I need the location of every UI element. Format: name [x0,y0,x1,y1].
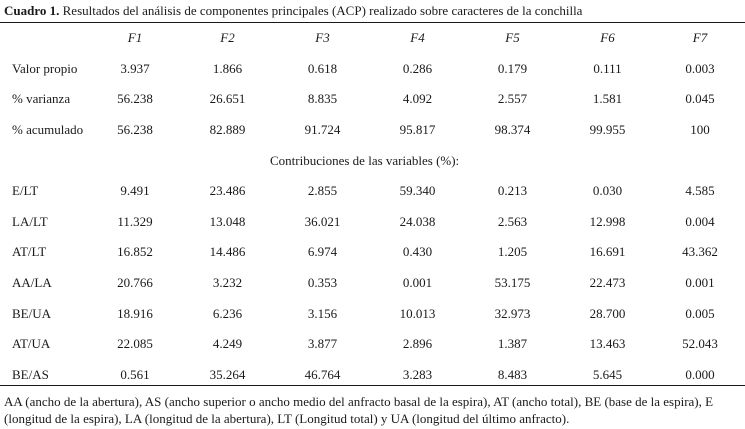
table-cell: 3.283 [402,366,433,382]
table-cell: 0.213 [497,183,528,199]
table-cell: 11.329 [117,213,153,229]
table-cell: 2.557 [497,91,528,107]
table-cell: 3.937 [120,60,150,76]
table-cell: 0.618 [307,60,338,76]
table-cell: 1.581 [592,91,623,107]
table-row [0,54,745,85]
row-label: AT/UA [12,336,51,352]
table-cell: 36.021 [304,213,341,229]
table-cell: 99.955 [589,122,626,138]
table-row [0,268,745,299]
table-cell: 0.286 [402,60,433,76]
table-cell: 0.561 [120,366,150,382]
table-cell: 10.013 [399,305,436,321]
table-cell: 100 [690,122,710,138]
table-cell: 28.700 [589,305,626,321]
table-cell: 32.973 [494,305,531,321]
row-label: BE/UA [12,305,51,321]
contribution-rows [0,176,745,390]
table-cell: 3.232 [212,275,243,291]
table-cell: 1.866 [212,60,243,76]
header-cell: F4 [410,30,425,46]
row-label: AA/LA [12,275,52,291]
table-row [0,237,745,268]
table-cell: 0.030 [592,183,623,199]
row-label: LA/LT [12,213,48,229]
table-cell: 1.205 [497,244,528,260]
header-cell [0,23,90,54]
table-cell: 5.645 [592,366,623,382]
table-cell: 0.003 [685,60,715,76]
table-cell: 0.001 [685,275,715,291]
row-label: Valor propio [12,60,78,76]
table-cell: 0.000 [685,366,715,382]
table-cell: 0.004 [685,213,715,229]
table-caption [4,2,582,20]
header-cell: F5 [505,30,520,46]
pca-results-table [0,23,745,390]
table-cell: 0.005 [685,305,715,321]
table-row [0,84,745,115]
header-cell: F2 [220,30,235,46]
table-cell: 0.430 [402,244,433,260]
summary-rows [0,54,745,146]
table-cell: 23.486 [209,183,246,199]
table-cell: 20.766 [117,275,153,291]
table-footnote: AA (ancho de la abertura), AS (ancho superior o ancho medio del anfracto basal de la espira), AT (ancho total), BE (base de la espira), E (longitud de la espira), LA (longitud de la abertura), LT (Longitud total) y UA (longitud del último anfracto). [4,394,714,426]
table-cell: 2.563 [497,213,528,229]
table-cell: 26.651 [209,91,246,107]
table-cell: 3.156 [307,305,338,321]
header-cell: F7 [692,30,708,46]
header-row [0,23,745,54]
table-cell: 95.817 [399,122,436,138]
caption-text: Resultados del análisis de componentes principales (ACP) realizado sobre caracteres de la conchilla [59,3,583,18]
table-cell: 8.835 [307,91,338,107]
table-cell: 22.085 [117,336,153,352]
table-cell: 4.249 [212,336,243,352]
table-cell: 24.038 [399,213,436,229]
table-cell: 3.877 [307,336,338,352]
table-cell: 2.896 [402,336,433,352]
table-cell: 13.048 [209,213,246,229]
table-cell: 59.340 [399,183,436,199]
table-cell: 16.852 [117,244,153,260]
header-cell: F6 [600,30,615,46]
bottom-rule [0,385,745,386]
table-cell: 4.092 [402,91,433,107]
table-cell: 43.362 [682,244,718,260]
table-cell: 6.974 [307,244,338,260]
table-cell: 56.238 [117,91,153,107]
table-cell: 1.387 [497,336,528,352]
table-cell: 6.236 [212,305,243,321]
table-cell: 14.486 [209,244,246,260]
table-cell: 0.179 [497,60,528,76]
table-cell: 53.175 [494,275,531,291]
row-label: % varianza [12,91,71,107]
table-cell: 98.374 [494,122,531,138]
table-cell: 16.691 [589,244,626,260]
table-cell: 91.724 [304,122,341,138]
section-row-group [0,145,745,176]
table-cell: 82.889 [209,122,246,138]
row-label: % acumulado [12,122,84,138]
section-row [0,145,745,176]
table-cell: 0.111 [593,60,622,76]
table-row [0,207,745,238]
table-cell: 56.238 [117,122,153,138]
table-row [0,176,745,207]
caption-label: Cuadro 1. [4,3,60,18]
table-row [0,115,745,146]
table-cell: 0.353 [307,275,338,291]
table-cell: 35.264 [209,366,246,382]
table-row [0,298,745,329]
header-cell: F3 [315,30,330,46]
table-row [0,329,745,360]
table-cell: 22.473 [589,275,626,291]
table-cell: 0.001 [402,275,433,291]
row-label: BE/AS [12,366,49,382]
table-cell: 18.916 [117,305,153,321]
table-cell: 12.998 [589,213,626,229]
row-label: E/LT [12,183,39,199]
table-cell: 8.483 [497,366,528,382]
table-cell: 13.463 [589,336,626,352]
table-cell: 4.585 [685,183,715,199]
table-cell: 2.855 [307,183,338,199]
section-title: Contribuciones de las variables (%): [270,152,460,168]
table-cell: 0.045 [685,91,715,107]
table-cell: 46.764 [304,366,341,382]
header-cell: F1 [127,30,143,46]
table-cell: 9.491 [120,183,150,199]
table-cell: 52.043 [682,336,718,352]
row-label: AT/LT [12,244,47,260]
